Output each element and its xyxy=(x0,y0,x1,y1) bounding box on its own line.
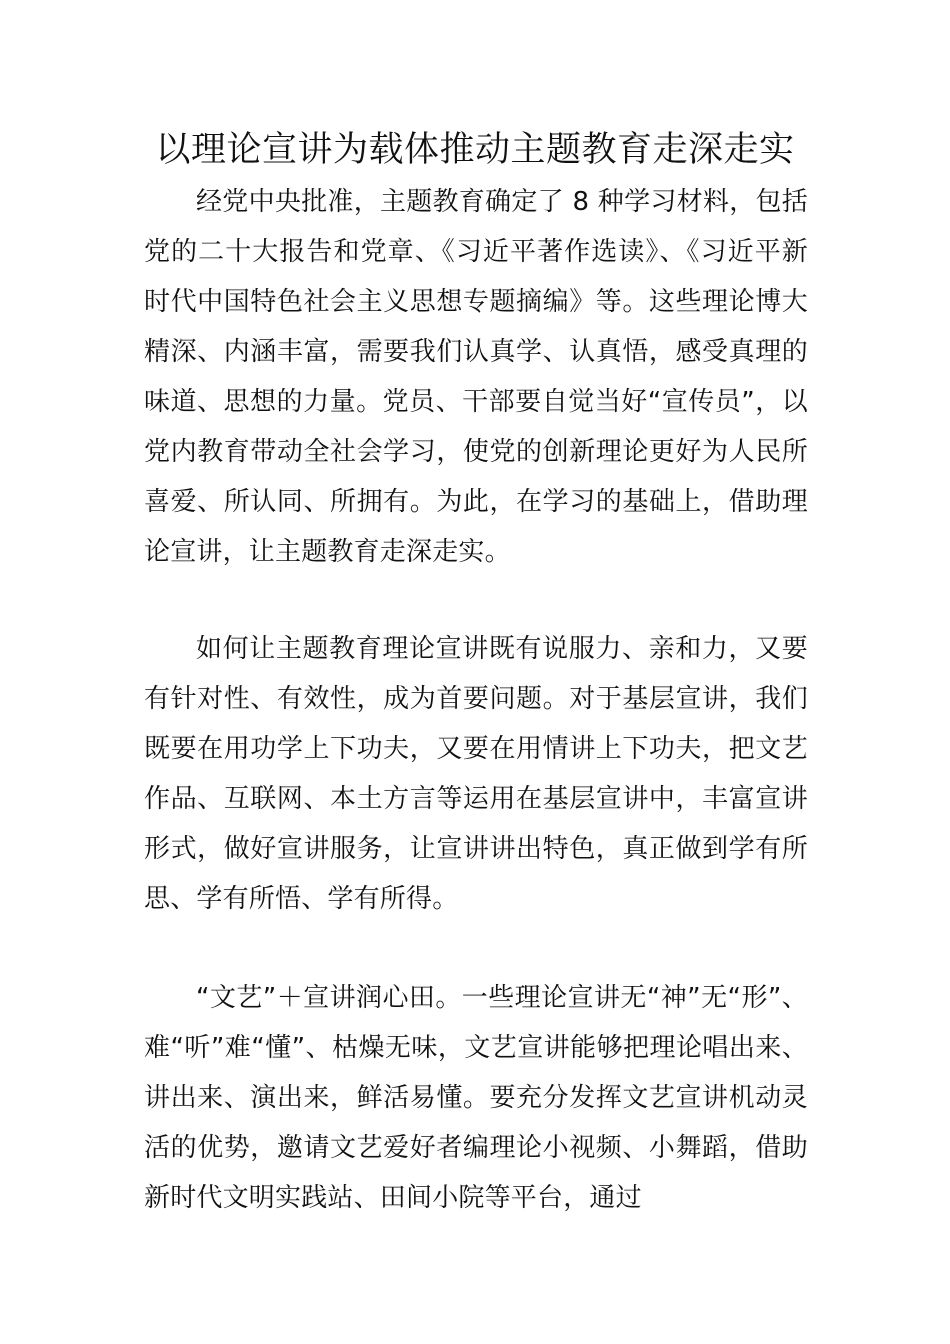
paragraph-block-3 xyxy=(144,973,808,1223)
paragraph-block-1 xyxy=(144,177,808,577)
paragraph: 如何让主题教育理论宣讲既有说服力、亲和力，又要有针对性、有效性，成为首要问题。对于基层宣讲，我们既要在用功学上下功夫，又要在用情讲上下功夫，把文艺作品、互联网、本土方言等运用在基层宣讲中，丰富宣讲形式，做好宣讲服务，让宣讲讲出特色，真正做到学有所思、学有所悟、学有所得。 xyxy=(144,634,808,914)
paragraph: 经党中央批准，主题教育确定了 8 种学习材料，包括党的二十大报告和党章、《习近平著作选读》、《习近平新时代中国特色社会主义思想专题摘编》等。这些理论博大精深、内涵丰富，需要我们认真学、认真悟，感受真理的味道、思想的力量。党员、干部要自觉当好“宣传员”，以党内教育带动全社会学习，使党的创新理论更好为人民所喜爱、所认同、所拥有。为此，在学习的基础上，借助理论宣讲，让主题教育走深走实。 xyxy=(144,187,808,567)
paragraph-block-2 xyxy=(144,624,808,924)
document-title: 以理论宣讲为载体推动主题教育走深走实 xyxy=(155,130,795,170)
paragraph: “文艺”＋宣讲润心田。一些理论宣讲无“神”无“形”、难“听”难“懂”、枯燥无味，文艺宣讲能够把理论唱出来、讲出来、演出来，鲜活易懂。要充分发挥文艺宣讲机动灵活的优势，邀请文艺爱好者编理论小视频、小舞蹈，借助新时代文明实践站、田间小院等平台，通过 xyxy=(144,983,808,1213)
